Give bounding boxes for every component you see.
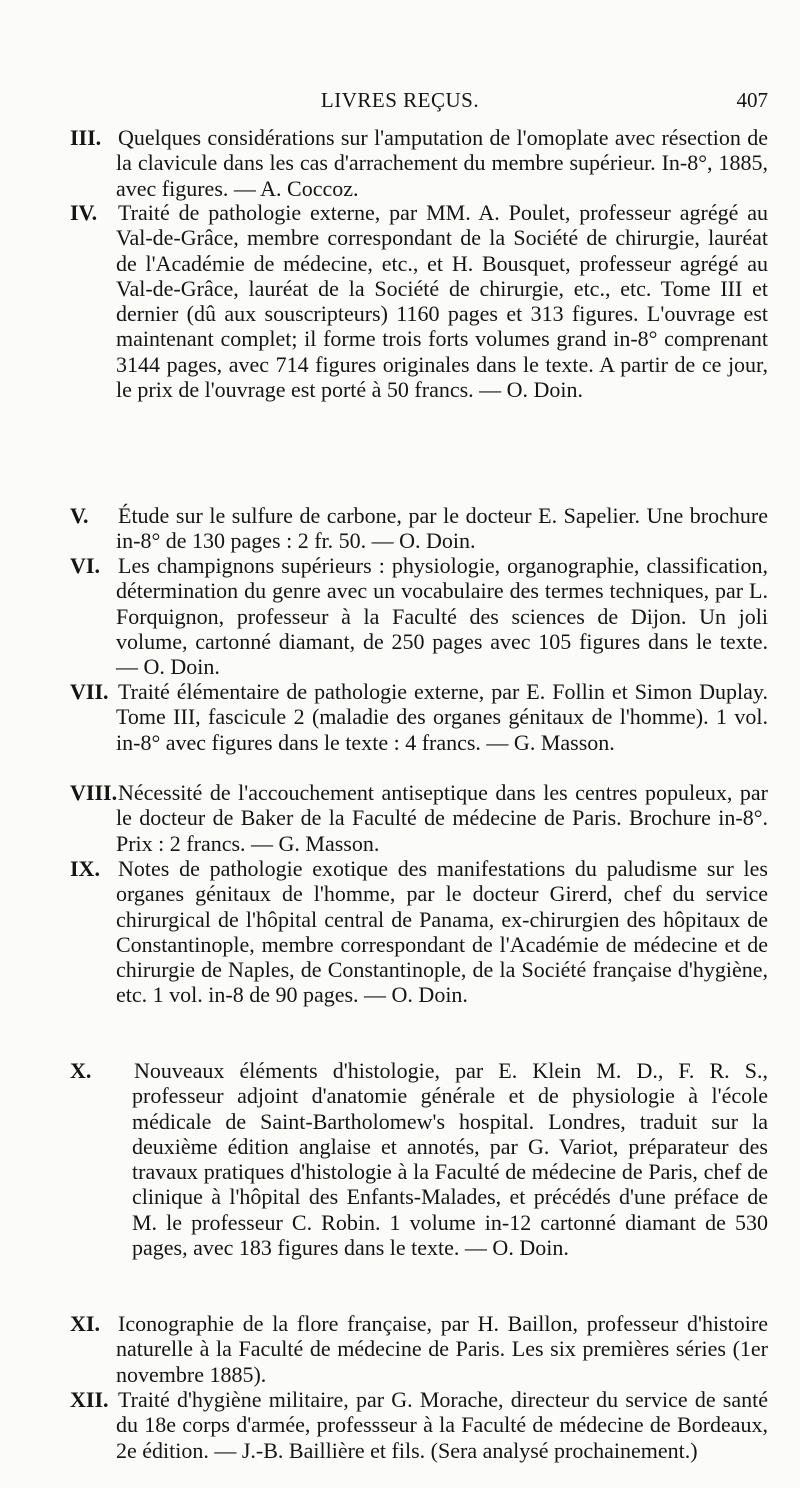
list-item	[0, 125, 800, 200]
entry-text: Étude sur le sulfure de carbone, par le docteur E. Sapelier. Une brochure in-8° de 130 pages : 2 fr. 50. — O. Doin.	[116, 503, 768, 554]
list-item	[0, 856, 800, 1058]
entry-number: IX.	[70, 856, 100, 881]
entry-text: Traité d'hygiène militaire, par G. Morache, directeur du service de santé du 18e corps d'armée, professseur à la Faculté de médecine de Bordeaux, 2e édition. — J.-B. Baillière et fils. (Sera analysé prochainement.)	[116, 1387, 768, 1463]
entry-text: Nouveaux éléments d'histologie, par E. Klein M. D., F. R. S., professeur adjoint d'anatomie générale et de physiologie à l'école médicale de Saint-Bartholomew's hospital. Londres, traduit sur la deuxième édition anglaise et annotés, par G. Variot, préparateur des travaux pratiques d'histologie à la Faculté de médecine de Paris, chef de clinique à l'hôpital des Enfants-Malades, et précédés d'une préface de M. le professeur C. Robin. 1 volume in-12 cartonné diamant de 530 pages, avec 183 figures dans le texte. — O. Doin.	[132, 1058, 768, 1261]
page-number: 407	[736, 88, 768, 112]
list-item	[0, 1058, 800, 1311]
list-item	[0, 200, 800, 503]
entry-number: X.	[70, 1058, 92, 1083]
entry-number: VI.	[70, 553, 100, 578]
entry-text: Quelques considérations sur l'amputation de l'omoplate avec résection de la clavicule dans les cas d'arrachement du membre supérieur. In-8°, 1885, avec figures. — A. Coccoz.	[116, 125, 768, 201]
entry-text: Les champignons supérieurs : physiologie, organographie, classification, détermination du genre avec un vocabulaire des termes techniques, par L. Forquignon, professeur à la Faculté des sciences de Dijon. Un joli volume, cartonné diamant, de 250 pages avec 105 figures dans le texte. — O. Doin.	[116, 553, 768, 680]
book-list	[0, 125, 800, 1488]
entry-number: XII.	[70, 1387, 109, 1412]
entry-text: Notes de pathologie exotique des manifestations du paludisme sur les organes génitaux de l'homme, par le docteur Girerd, chef du service chirurgical de l'hôpital central de Panama, ex-chirurgien des hôpitaux de Constantinople, membre correspondant de l'Académie de médecine et de chirurgie de Naples, de Constantinople, de la Société française d'hygiène, etc. 1 vol. in-8 de 90 pages. — O. Doin.	[116, 856, 768, 1008]
list-item	[0, 553, 800, 679]
entry-number: III.	[70, 125, 102, 150]
entry-text: Nécessité de l'accouchement antiseptique dans les centres populeux, par le docteur de Baker de la Faculté de médecine de Paris. Brochure in-8°. Prix : 2 francs. — G. Masson.	[116, 780, 768, 856]
entry-text: Traité de pathologie externe, par MM. A. Poulet, professeur agrégé au Val-de-Grâce, membre correspondant de la Société de chirurgie, lauréat de l'Académie de médecine, etc., et H. Bousquet, professeur agrégé au Val-de-Grâce, lauréat de la Société de chirurgie, etc., etc. Tome III et dernier (dû aux souscripteurs) 1160 pages et 313 figures. L'ouvrage est maintenant complet; il forme trois forts volumes grand in-8° comprenant 3144 pages, avec 714 figures originales dans le texte. A partir de ce jour, le prix de l'ouvrage est porté à 50 francs. — O. Doin.	[116, 200, 768, 403]
entry-text: Iconographie de la flore française, par H. Baillon, professeur d'histoire naturelle à la Faculté de médecine de Paris. Les six premières séries (1er novembre 1885).	[116, 1311, 768, 1387]
page-title: LIVRES REÇUS.	[320, 88, 480, 112]
entry-number: VIII.	[70, 780, 118, 805]
entry-number: V.	[70, 503, 89, 528]
entry-number: XI.	[70, 1311, 100, 1336]
list-item	[0, 1387, 800, 1488]
entry-text: Traité élémentaire de pathologie externe, par E. Follin et Simon Duplay. Tome III, fascicule 2 (maladie des organes génitaux de l'homme). 1 vol. in-8° avec figures dans le texte : 4 francs. — G. Masson.	[116, 679, 768, 755]
list-item	[0, 679, 800, 780]
entry-number: IV.	[70, 200, 98, 225]
list-item	[0, 780, 800, 856]
list-item	[0, 1311, 800, 1387]
list-item	[0, 503, 800, 553]
entry-number: VII.	[70, 679, 109, 704]
